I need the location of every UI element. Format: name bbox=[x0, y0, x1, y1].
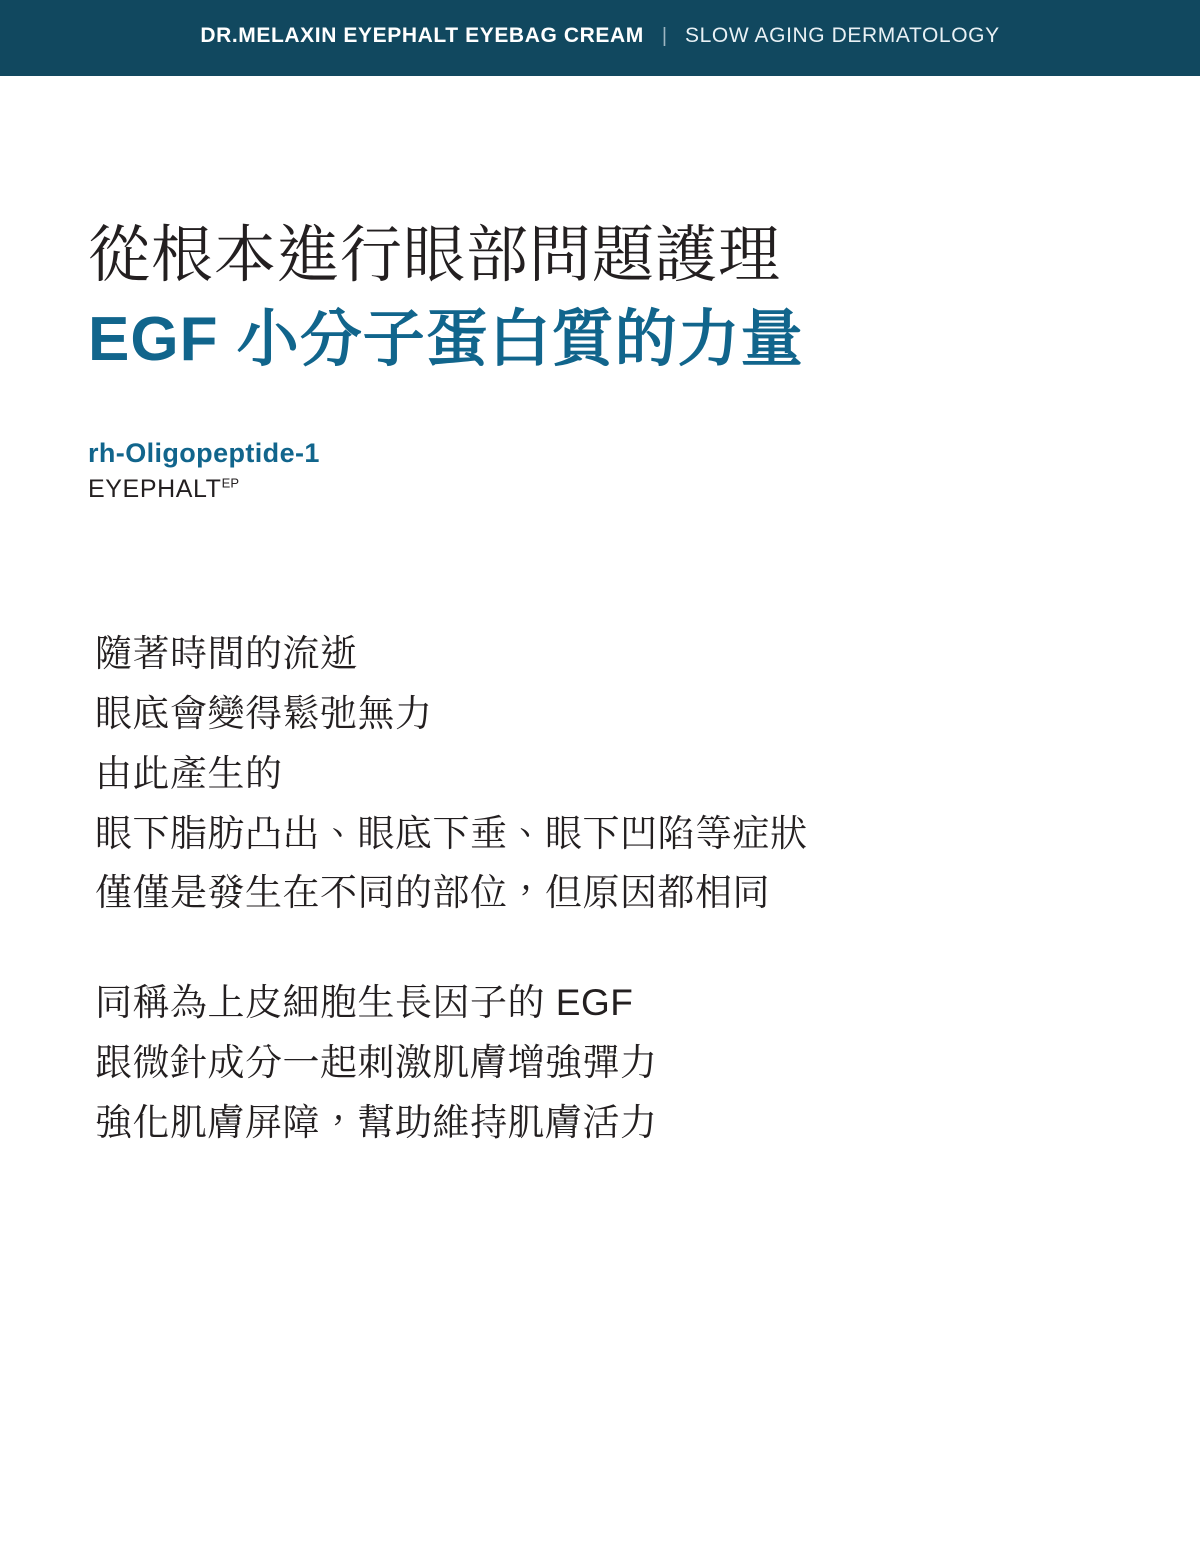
ingredient-block bbox=[88, 438, 1200, 504]
body-line: 同稱為上皮細胞生長因子的 EGF bbox=[95, 982, 634, 1024]
body-line: 眼下脂肪凸出、眼底下垂、眼下凹陷等症狀 bbox=[95, 812, 808, 854]
banner-tagline: SLOW AGING DERMATOLOGY bbox=[685, 24, 1000, 47]
top-banner bbox=[0, 0, 1200, 76]
banner-content bbox=[200, 24, 999, 48]
body-line: 跟微針成分一起刺激肌膚增強彈力 bbox=[95, 1042, 658, 1084]
banner-separator: | bbox=[661, 24, 668, 47]
headline-secondary: EGF 小分子蛋白質的力量 bbox=[88, 305, 804, 375]
body-paragraph-2 bbox=[95, 973, 1200, 1153]
ingredient-inci-name: rh-Oligopeptide-1 bbox=[88, 437, 320, 468]
body-line: 隨著時間的流逝 bbox=[95, 632, 358, 674]
headline-block bbox=[88, 221, 1200, 376]
banner-brand-name: DR.MELAXIN EYEPHALT EYEBAG CREAM bbox=[200, 24, 644, 47]
headline-primary: 從根本進行眼部問題護理 bbox=[88, 221, 782, 290]
body-line: 眼底會變得鬆弛無力 bbox=[95, 692, 433, 734]
body-line: 僅僅是發生在不同的部位，但原因都相同 bbox=[95, 872, 770, 914]
body-line: 強化肌膚屏障，幫助維持肌膚活力 bbox=[95, 1102, 658, 1144]
body-paragraph-1 bbox=[95, 624, 1200, 924]
ingredient-trade-text: EYEPHALT bbox=[88, 474, 222, 503]
body-line: 由此產生的 bbox=[95, 752, 283, 794]
ingredient-trade-superscript: EP bbox=[221, 475, 240, 491]
body-copy bbox=[88, 624, 1200, 1154]
ingredient-trade-name bbox=[88, 475, 1200, 504]
page-content bbox=[0, 221, 1200, 1153]
